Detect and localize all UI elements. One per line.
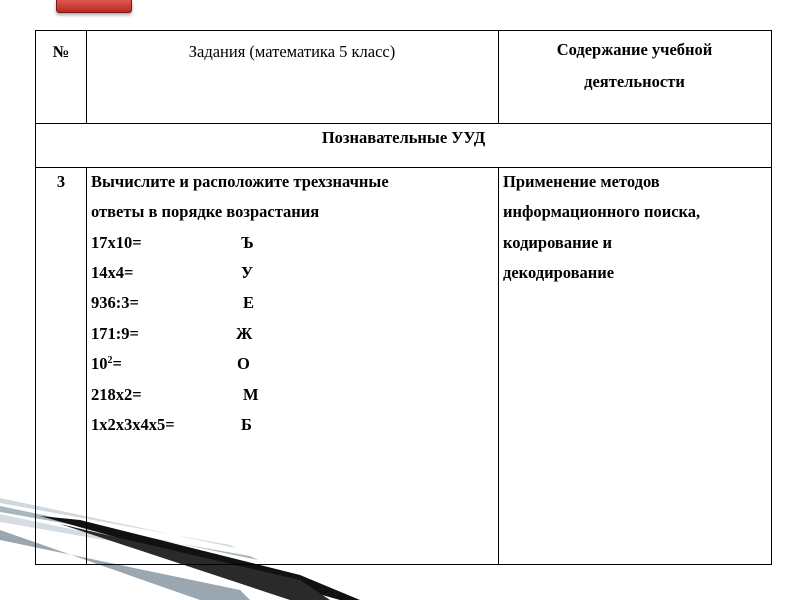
content-line4: декодирование bbox=[503, 263, 615, 282]
expression-6-letter: М bbox=[243, 385, 259, 404]
header-tasks: Задания (математика 5 класс) bbox=[188, 42, 396, 61]
header-content-line2: деятельности bbox=[584, 72, 685, 91]
task-instruction-line1: Вычислите и расположите трехзначные bbox=[91, 172, 389, 191]
section-title: Познавательные УУД bbox=[321, 128, 486, 147]
expression-7-letter: Б bbox=[241, 415, 252, 434]
expression-1: 17x10= bbox=[91, 233, 142, 252]
expression-2-letter: У bbox=[241, 263, 254, 282]
expression-5-letter: О bbox=[237, 354, 250, 373]
expression-5-power: 2 bbox=[107, 355, 113, 366]
expression-4: 171:9= bbox=[91, 324, 139, 343]
col-divider-4 bbox=[498, 167, 499, 564]
expression-5-base: 10 bbox=[91, 354, 108, 373]
expression-3-letter: Е bbox=[243, 293, 255, 312]
header-content-line1: Содержание учебной bbox=[556, 40, 713, 59]
expression-5 bbox=[91, 349, 122, 379]
expression-1-letter: Ъ bbox=[241, 233, 254, 252]
content-line1: Применение методов bbox=[503, 172, 660, 191]
slide-tab-decoration bbox=[56, 0, 132, 13]
row-number: 3 bbox=[56, 172, 66, 191]
lesson-table bbox=[35, 30, 772, 565]
expression-6: 218x2= bbox=[91, 385, 142, 404]
col-divider-3 bbox=[86, 167, 87, 564]
expression-2: 14x4= bbox=[91, 263, 134, 282]
header-number: № bbox=[52, 42, 70, 61]
expression-4-letter: Ж bbox=[236, 324, 253, 343]
task-instruction-line2: ответы в порядке возрастания bbox=[91, 202, 320, 221]
expression-3: 936:3= bbox=[91, 293, 139, 312]
content-line2: информационного поиска, bbox=[503, 202, 701, 221]
content-line3: кодирование и bbox=[503, 233, 613, 252]
expression-5-tail: = bbox=[112, 354, 122, 373]
expression-7: 1x2x3x4x5= bbox=[91, 415, 175, 434]
